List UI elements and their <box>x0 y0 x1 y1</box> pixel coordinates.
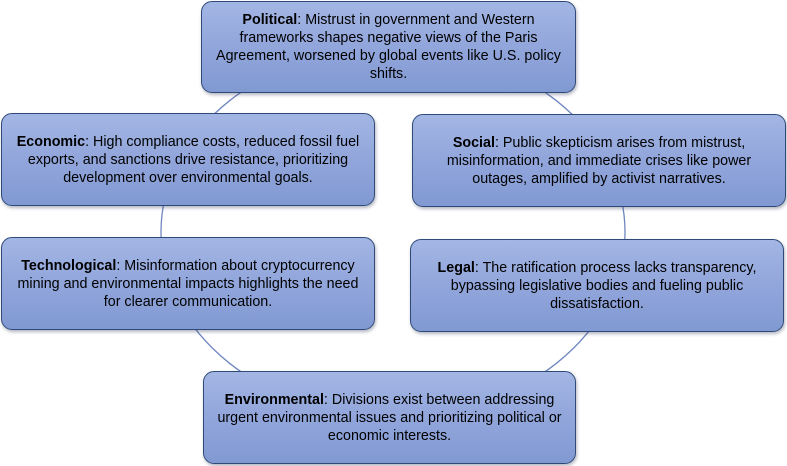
node-technological-label: Technological <box>21 257 117 274</box>
node-political-text: : Mistrust in government and Western frameworks shapes negative views of the Paris Agreement, worsened by global events like U.S. policy shifts. <box>216 12 561 82</box>
node-environmental-label: Environmental <box>224 391 324 408</box>
node-environmental <box>203 371 576 464</box>
node-economic-label: Economic <box>16 133 86 150</box>
node-social <box>412 114 786 207</box>
node-technological <box>1 237 375 330</box>
node-political <box>201 1 576 93</box>
node-social-label: Social <box>452 134 495 151</box>
node-environmental-text: : Divisions exist between addressing urgent environmental issues and prioritizing political or economic interests. <box>217 391 562 444</box>
node-social-text: : Public skepticism arises from mistrust, misinformation, and immediate crises like power outages, amplified by activist narratives. <box>446 134 752 187</box>
node-technological-text: : Misinformation about cryptocurrency mining and environmental impacts highlights the need for clearer communication. <box>17 257 359 310</box>
node-legal-text: : The ratification process lacks transparency, bypassing legislative bodies and fueling public dissatisfaction. <box>450 259 757 312</box>
node-legal <box>410 239 784 332</box>
node-economic <box>1 113 375 206</box>
node-economic-text: : High compliance costs, reduced fossil fuel exports, and sanctions drive resistance, prioritizing development over environmental goals. <box>27 133 360 186</box>
node-legal-label: Legal <box>437 259 475 276</box>
node-political-label: Political <box>242 12 298 28</box>
